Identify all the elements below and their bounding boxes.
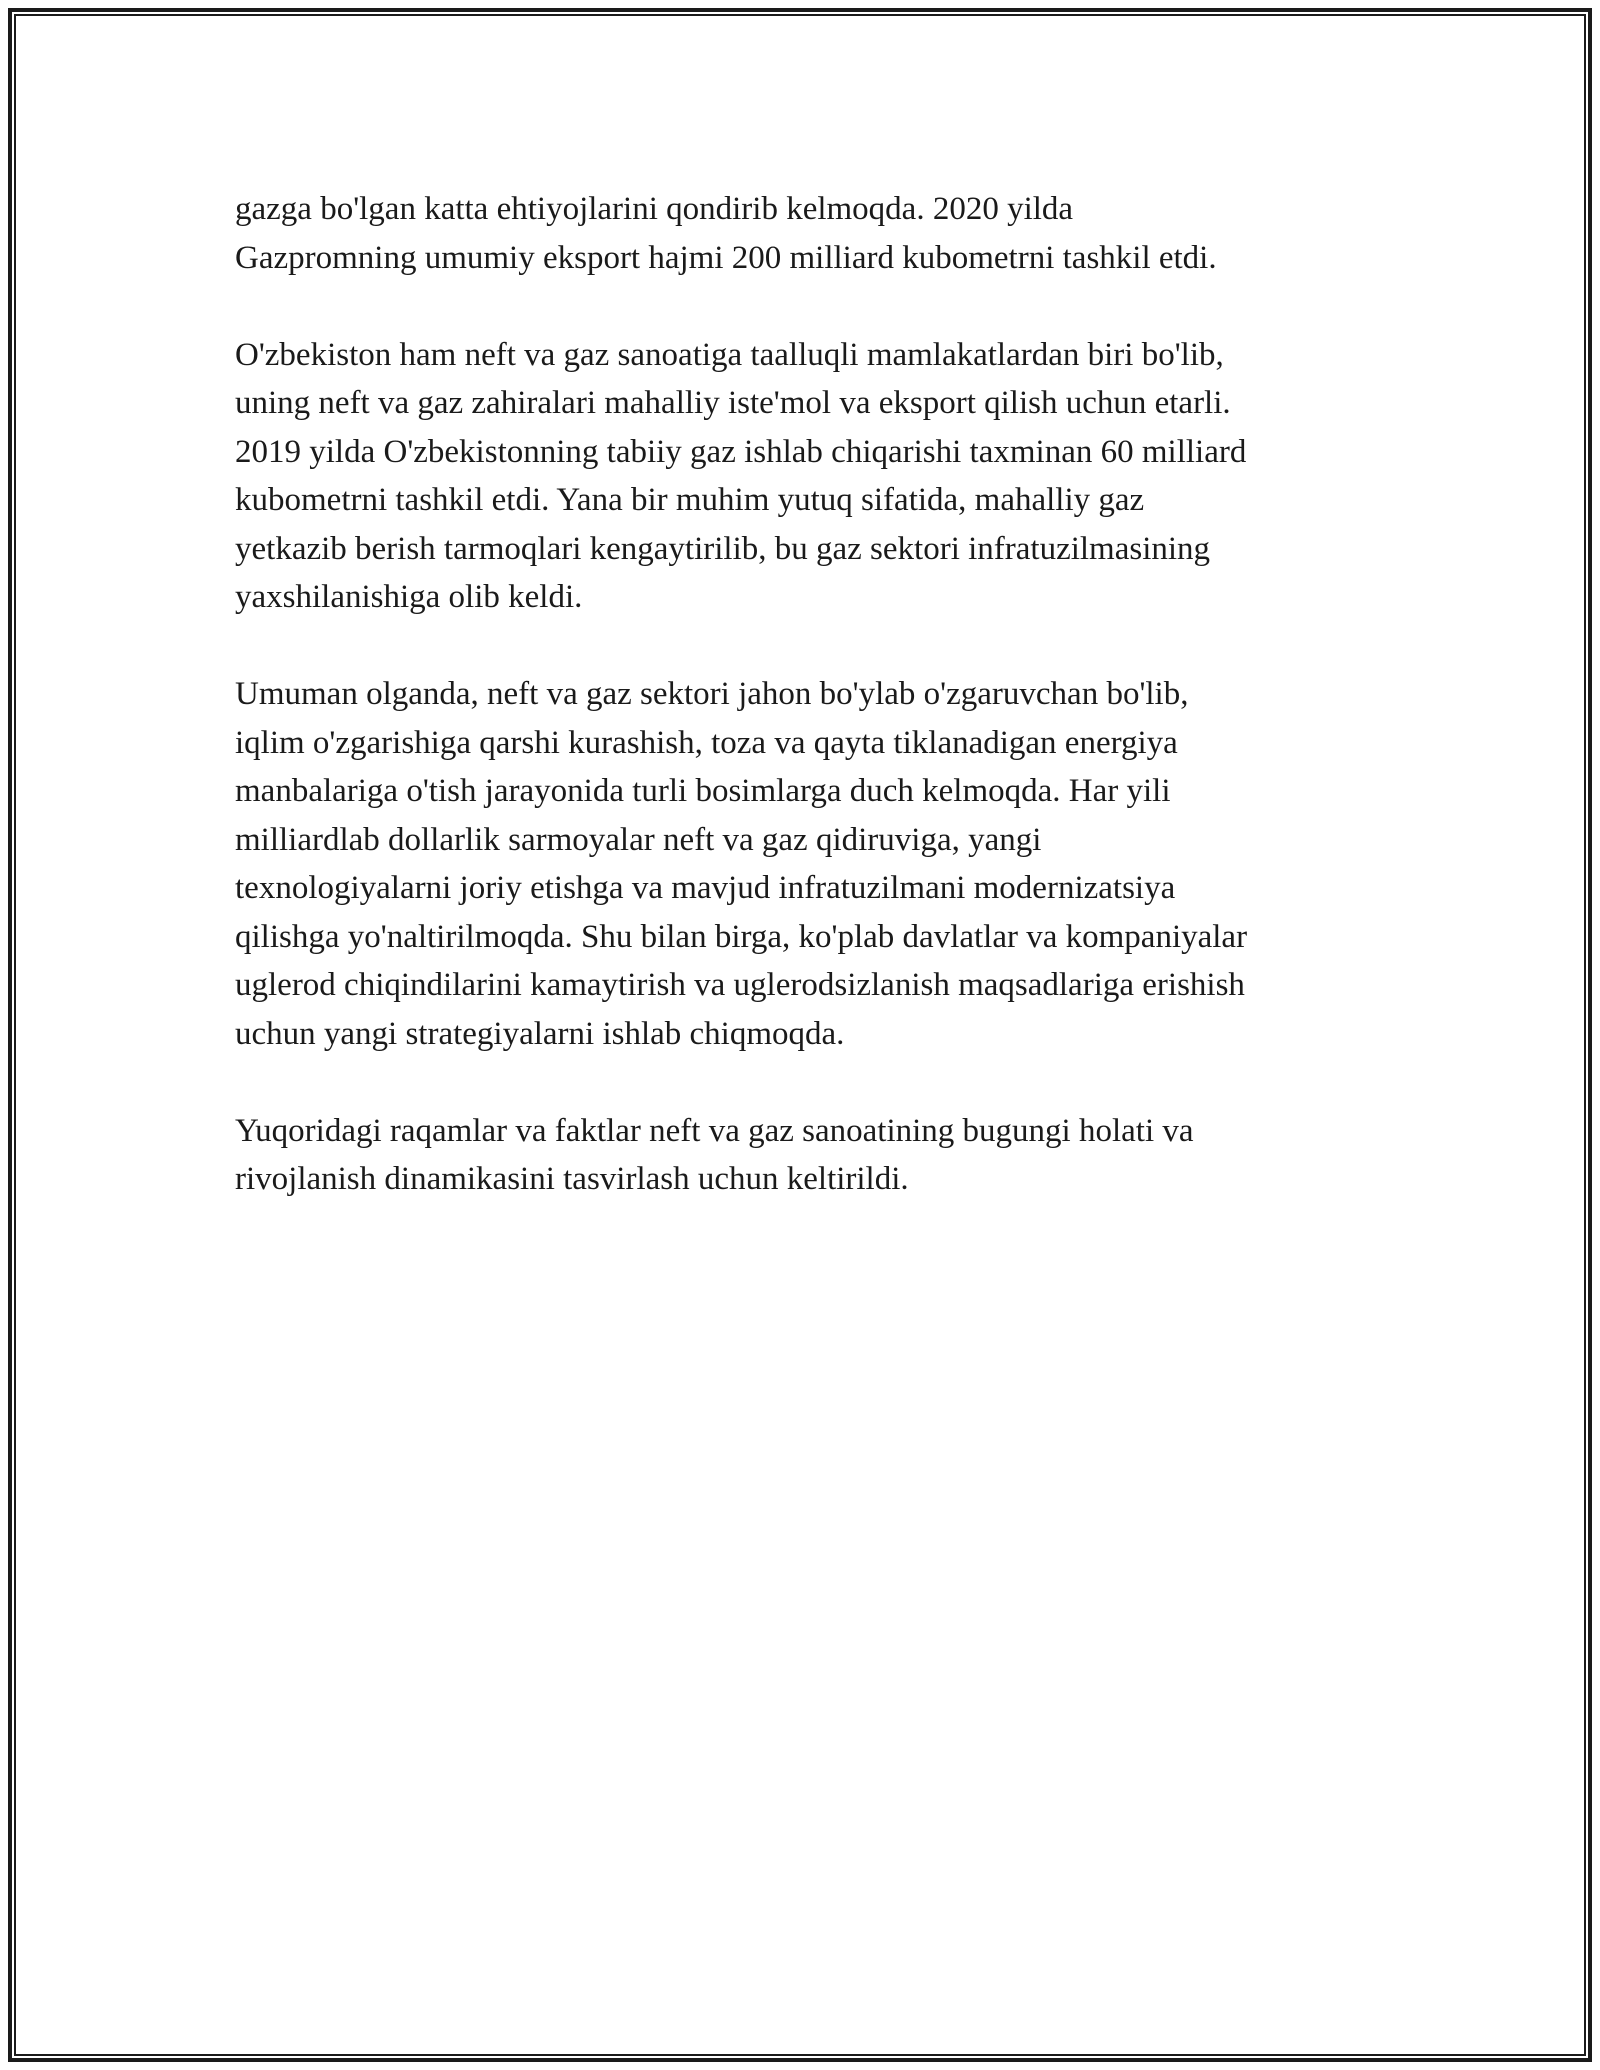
text-line: milliardlab dollarlik sarmoyalar neft va gaz qidiruviga, yangi bbox=[235, 821, 1042, 858]
document-body bbox=[235, 185, 1365, 1252]
text-line: uchun yangi strategiyalarni ishlab chiqmoqda. bbox=[235, 1015, 845, 1052]
text-line: 2019 yilda O'zbekistonning tabiiy gaz ishlab chiqarishi taxminan 60 milliard bbox=[235, 433, 1247, 470]
text-line: Yuqoridagi raqamlar va faktlar neft va gaz sanoatining bugungi holati va bbox=[235, 1112, 1194, 1149]
text-line: gazga bo'lgan katta ehtiyojlarini qondirib kelmoqda. 2020 yilda bbox=[235, 191, 1074, 227]
text-line: Umuman olganda, neft va gaz sektori jahon bo'ylab o'zgaruvchan bo'lib, bbox=[235, 676, 1189, 712]
text-line: texnologiyalarni joriy etishga va mavjud infratuzilmani modernizatsiya bbox=[235, 870, 1176, 906]
text-line: manbalariga o'tish jarayonida turli bosimlarga duch kelmoqda. Har yili bbox=[235, 773, 1171, 809]
paragraph-gazprom-export bbox=[235, 185, 1365, 282]
text-line: yetkazib berish tarmoqlari kengaytirilib, bu gaz sektori infratuzilmasining bbox=[235, 530, 1211, 567]
text-line: uning neft va gaz zahiralari mahalliy iste'mol va eksport qilish uchun etarli. bbox=[235, 385, 1231, 421]
text-line: rivojlanish dinamikasini tasvirlash uchun keltirildi. bbox=[235, 1161, 909, 1197]
text-line: iqlim o'zgarishiga qarshi kurashish, toza va qayta tiklanadigan energiya bbox=[235, 724, 1178, 761]
text-line: qilishga yo'naltirilmoqda. Shu bilan birga, ko'plab davlatlar va kompaniyalar bbox=[235, 918, 1248, 955]
text-line: kubometrni tashkil etdi. Yana bir muhim yutuq sifatida, mahalliy gaz bbox=[235, 482, 1145, 518]
text-line: yaxshilanishiga olib keldi. bbox=[235, 579, 583, 615]
paragraph-global-sector bbox=[235, 670, 1365, 1058]
paragraph-conclusion bbox=[235, 1107, 1365, 1204]
text-line: uglerod chiqindilarini kamaytirish va uglerodsizlanish maqsadlariga erishish bbox=[235, 967, 1245, 1003]
text-line: O'zbekiston ham neft va gaz sanoatiga taalluqli mamlakatlardan biri bo'lib, bbox=[235, 336, 1224, 373]
text-line: Gazpromning umumiy eksport hajmi 200 milliard kubometrni tashkil etdi. bbox=[235, 239, 1217, 276]
paragraph-uzbekistan-gas bbox=[235, 331, 1365, 622]
